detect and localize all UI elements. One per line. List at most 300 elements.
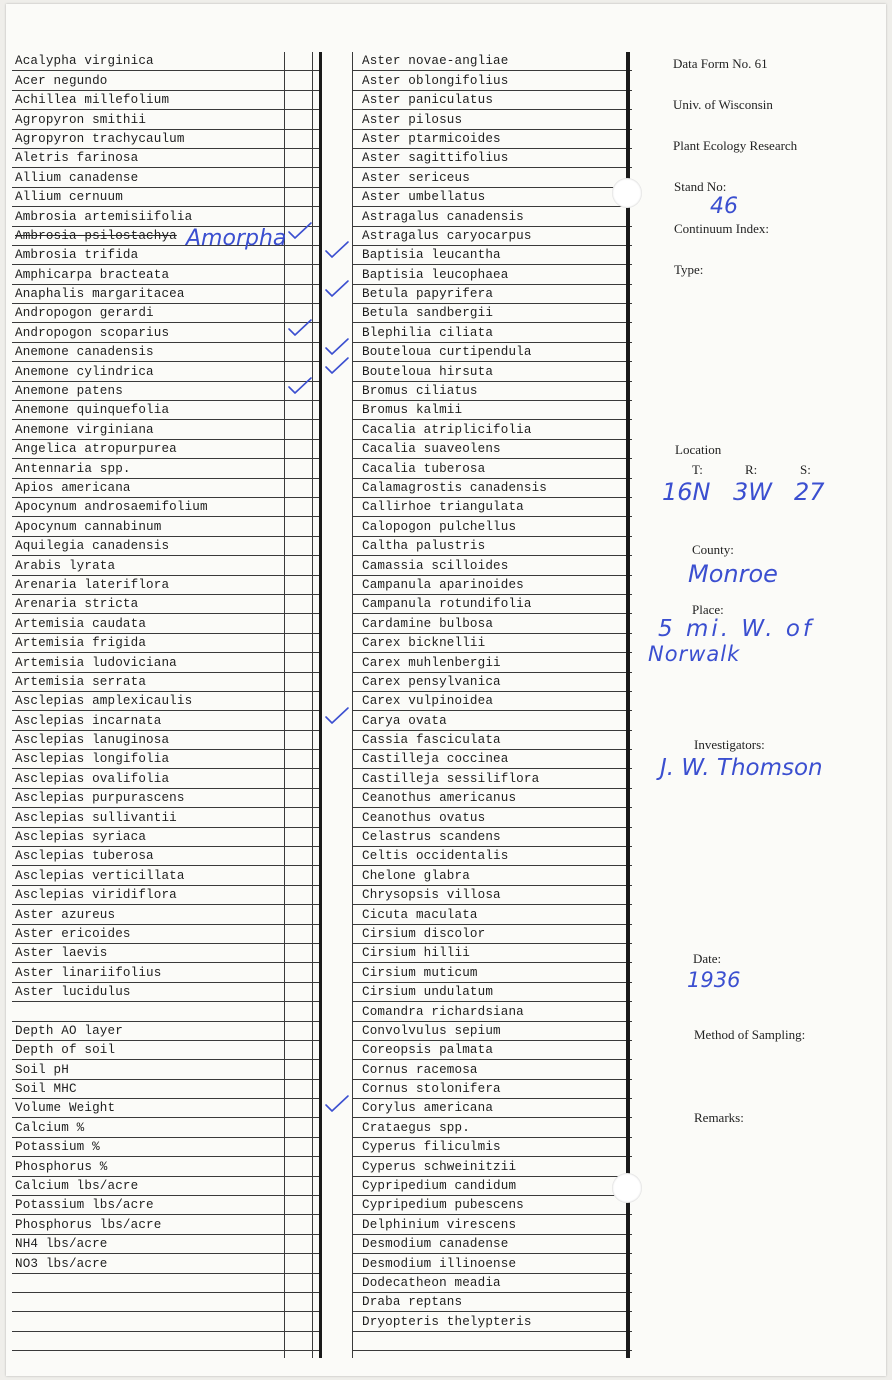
right-species-row: [352, 1060, 632, 1079]
county-value: Monroe: [688, 560, 778, 588]
right-species-row-label: Astragalus caryocarpus: [362, 228, 532, 243]
left-species-row-label: Ambrosia trifida: [15, 248, 139, 263]
left-species-row-label: Depth AO layer: [15, 1023, 123, 1038]
left-species-row-label: Asclepias incarnata: [15, 713, 162, 728]
right-species-row: [352, 1022, 632, 1041]
right-species-row: [352, 614, 632, 633]
left-species-row-label: Phosphorus %: [15, 1159, 108, 1174]
place-label: Place:: [692, 602, 724, 617]
left-species-row: [12, 285, 322, 304]
right-check-mark: [324, 356, 350, 376]
right-species-row-label: Delphinium virescens: [362, 1217, 517, 1232]
data-form-sheet: [6, 4, 886, 1376]
right-species-row-label: Carya ovata: [362, 713, 447, 728]
right-species-row-label: Campanula aparinoides: [362, 577, 524, 592]
right-species-row-label: Cornus racemosa: [362, 1062, 478, 1077]
right-species-row: [352, 866, 632, 885]
right-species-row-label: Calamagrostis canadensis: [362, 480, 547, 495]
right-species-row: [352, 1274, 632, 1293]
left-species-row-label: Aster linariifolius: [15, 965, 162, 980]
right-species-row-label: Calopogon pulchellus: [362, 519, 517, 534]
left-species-row-label: Asclepias lanuginosa: [15, 733, 170, 748]
right-species-row: [352, 828, 632, 847]
right-species-row: [352, 304, 632, 323]
right-species-row: [352, 1118, 632, 1137]
left-species-row-label: Agropyron smithii: [15, 112, 147, 127]
right-species-row-label: Aster paniculatus: [362, 93, 494, 108]
right-tally-line: [352, 52, 353, 1358]
left-species-row: [12, 1099, 322, 1118]
left-check-mark: [287, 318, 313, 338]
right-species-row-label: Bouteloua curtipendula: [362, 345, 532, 360]
left-species-row-label: Arenaria stricta: [15, 597, 139, 612]
right-check-mark: [324, 240, 350, 260]
right-species-row-label: Chrysopsis villosa: [362, 888, 501, 903]
right-check-mark: [324, 279, 350, 299]
t-label: T:: [692, 462, 703, 477]
left-species-row-label: NH4 lbs/acre: [15, 1237, 108, 1252]
right-species-row-label: Cirsium muticum: [362, 965, 478, 980]
left-species-row: [12, 1196, 322, 1215]
left-species-row: [12, 498, 322, 517]
left-species-row-label: Anemone canadensis: [15, 345, 154, 360]
right-species-row: [352, 634, 632, 653]
right-species-row-label: Aster umbellatus: [362, 190, 486, 205]
left-species-row: [12, 576, 322, 595]
left-species-row-label: Antennaria spp.: [15, 461, 131, 476]
left-species-row-label: Agropyron trachycaulum: [15, 131, 185, 146]
right-species-row: [352, 227, 632, 246]
stand-no-value: 46: [710, 194, 738, 219]
left-species-row: [12, 1215, 322, 1234]
right-species-row-label: Corylus americana: [362, 1101, 494, 1116]
left-species-row-label: NO3 lbs/acre: [15, 1256, 108, 1271]
right-species-row-label: Caltha palustris: [362, 539, 486, 554]
left-species-row: [12, 382, 322, 401]
left-species-row: [12, 1332, 322, 1351]
left-species-row-label: Potassium %: [15, 1140, 100, 1155]
right-species-row: [352, 440, 632, 459]
right-species-row: [352, 1041, 632, 1060]
method-of-sampling-label: Method of Sampling:: [694, 1027, 806, 1042]
right-species-row-label: Desmodium illinoense: [362, 1256, 517, 1271]
left-species-row: [12, 983, 322, 1002]
left-species-row: [12, 925, 322, 944]
right-species-column: [352, 52, 632, 1358]
range-value: 3W: [733, 478, 772, 506]
right-species-row: [352, 1235, 632, 1254]
right-species-row-label: Cypripedium pubescens: [362, 1198, 524, 1213]
right-species-row: [352, 1099, 632, 1118]
right-check-mark: [324, 1094, 350, 1114]
left-species-row: [12, 91, 322, 110]
left-species-row: [12, 207, 322, 226]
left-species-row: [12, 905, 322, 924]
left-species-row: [12, 750, 322, 769]
right-species-row-label: Cicuta maculata: [362, 907, 478, 922]
left-species-row-label: Artemisia serrata: [15, 674, 147, 689]
right-species-row: [352, 1215, 632, 1234]
right-species-row: [352, 91, 632, 110]
right-species-row: [352, 382, 632, 401]
s-label: S:: [800, 462, 811, 477]
location-label: Location: [675, 442, 722, 457]
right-species-row: [352, 130, 632, 149]
right-species-row-label: Draba reptans: [362, 1295, 463, 1310]
left-species-row: [12, 479, 322, 498]
left-species-row-label: Soil MHC: [15, 1082, 77, 1097]
left-species-row: [12, 362, 322, 381]
right-species-row-label: Cirsium discolor: [362, 926, 486, 941]
right-species-row-label: Baptisia leucantha: [362, 248, 501, 263]
left-species-row: [12, 130, 322, 149]
right-species-row-label: Cacalia suaveolens: [362, 442, 501, 457]
right-species-row-label: Desmodium canadense: [362, 1237, 509, 1252]
left-species-row-label: Aster ericoides: [15, 926, 131, 941]
left-species-row: [12, 731, 322, 750]
right-species-row: [352, 110, 632, 129]
right-species-row-label: Blephilia ciliata: [362, 325, 494, 340]
place-value-line2: Norwalk: [648, 642, 741, 666]
right-species-row: [352, 323, 632, 342]
r-label: R:: [745, 462, 758, 477]
right-species-row: [352, 983, 632, 1002]
left-species-row-label: Ambrosia psilostachya: [15, 228, 177, 243]
right-species-row-label: Cypripedium candidum: [362, 1179, 517, 1194]
left-species-row-label: Artemisia frigida: [15, 636, 147, 651]
left-species-row-label: Apocynum androsaemifolium: [15, 500, 208, 515]
right-species-row: [352, 188, 632, 207]
left-species-row-label: Aquilegia canadensis: [15, 539, 170, 554]
left-species-row: [12, 1177, 322, 1196]
right-species-row: [352, 459, 632, 478]
left-species-row-label: Aster lucidulus: [15, 985, 131, 1000]
right-species-row: [352, 769, 632, 788]
right-species-row-label: Aster oblongifolius: [362, 73, 509, 88]
left-species-row: [12, 634, 322, 653]
data-form-number: Data Form No. 61: [673, 56, 768, 71]
left-species-row: [12, 789, 322, 808]
right-species-row-label: Celtis occidentalis: [362, 849, 509, 864]
right-species-row: [352, 498, 632, 517]
right-species-row: [352, 1002, 632, 1021]
right-species-row: [352, 1312, 632, 1331]
right-species-row: [352, 362, 632, 381]
left-species-row-label: Asclepias purpurascens: [15, 791, 185, 806]
left-species-row: [12, 168, 322, 187]
place-value-line1: 5 mi. W. of: [658, 616, 815, 642]
left-species-row-label: Asclepias viridiflora: [15, 888, 177, 903]
investigators-label: Investigators:: [694, 737, 765, 752]
left-tally-line-2: [312, 52, 313, 1358]
right-species-row: [352, 479, 632, 498]
left-species-row-label: Allium cernuum: [15, 190, 123, 205]
left-species-row-label: Phosphorus lbs/acre: [15, 1217, 162, 1232]
right-species-row: [352, 246, 632, 265]
left-species-row: [12, 149, 322, 168]
left-species-row-label: Depth of soil: [15, 1043, 116, 1058]
right-species-row-label: Aster sericeus: [362, 170, 470, 185]
right-species-row: [352, 517, 632, 536]
left-species-row-label: Calcium lbs/acre: [15, 1179, 139, 1194]
left-species-row: [12, 459, 322, 478]
right-species-row: [352, 847, 632, 866]
right-check-mark: [324, 706, 350, 726]
date-label: Date:: [693, 951, 722, 966]
left-species-row-label: Arabis lyrata: [15, 558, 116, 573]
right-species-row: [352, 420, 632, 439]
left-species-row: [12, 653, 322, 672]
left-species-row-label: Allium canadense: [15, 170, 139, 185]
right-species-row: [352, 1080, 632, 1099]
right-check-mark: [324, 337, 350, 357]
left-species-row: [12, 1312, 322, 1331]
continuum-index-label: Continuum Index:: [674, 221, 769, 236]
section-value: 27: [794, 478, 825, 506]
right-species-row-label: Comandra richardsiana: [362, 1004, 524, 1019]
left-species-row: [12, 1254, 322, 1273]
left-species-row-label: Asclepias sullivantii: [15, 810, 177, 825]
left-species-row: [12, 1293, 322, 1312]
left-species-row: [12, 71, 322, 90]
right-species-row-label: Campanula rotundifolia: [362, 597, 532, 612]
right-species-row: [352, 1157, 632, 1176]
right-species-row-label: Cassia fasciculata: [362, 733, 501, 748]
left-species-row: [12, 1235, 322, 1254]
left-species-row-label: Potassium lbs/acre: [15, 1198, 154, 1213]
left-species-row-label: Artemisia ludoviciana: [15, 655, 177, 670]
right-species-row-label: Celastrus scandens: [362, 830, 501, 845]
right-species-row-label: Cirsium undulatum: [362, 985, 494, 1000]
binder-hole-bottom: [612, 1173, 642, 1203]
right-species-row-label: Cacalia tuberosa: [362, 461, 486, 476]
right-species-row: [352, 653, 632, 672]
left-species-row: [12, 1060, 322, 1079]
right-species-row-label: Carex muhlenbergii: [362, 655, 501, 670]
research-title: Plant Ecology Research: [673, 138, 798, 153]
left-check-mark: [287, 221, 313, 241]
left-species-row-label: Arenaria lateriflora: [15, 577, 170, 592]
right-species-row-label: Carex bicknellii: [362, 636, 486, 651]
right-species-row: [352, 556, 632, 575]
left-species-row: [12, 769, 322, 788]
right-species-row: [352, 1196, 632, 1215]
date-value: 1936: [687, 968, 741, 992]
right-species-row-label: Castilleja sessiliflora: [362, 771, 540, 786]
right-species-row: [352, 789, 632, 808]
left-species-row: [12, 517, 322, 536]
right-species-row-label: Chelone glabra: [362, 868, 470, 883]
left-species-row-label: Anemone patens: [15, 384, 123, 399]
left-species-row-label: Volume Weight: [15, 1101, 116, 1116]
right-species-row: [352, 673, 632, 692]
left-species-row-label: Apocynum cannabinum: [15, 519, 162, 534]
right-species-row: [352, 168, 632, 187]
left-species-row-label: Apios americana: [15, 480, 131, 495]
left-species-row-label: Anaphalis margaritacea: [15, 287, 185, 302]
left-species-row: [12, 110, 322, 129]
right-species-row-label: Betula sandbergii: [362, 306, 494, 321]
left-species-row-label: Soil pH: [15, 1062, 69, 1077]
left-species-row: [12, 401, 322, 420]
right-border-line: [626, 52, 630, 1358]
left-species-row: [12, 944, 322, 963]
left-species-row: [12, 1022, 322, 1041]
investigators-value: J. W. Thomson: [660, 755, 823, 781]
left-species-row: [12, 440, 322, 459]
left-species-row: [12, 343, 322, 362]
right-species-row-label: Cirsium hillii: [362, 946, 470, 961]
right-species-row-label: Bouteloua hirsuta: [362, 364, 494, 379]
right-species-row: [352, 71, 632, 90]
right-species-row-label: Aster novae-angliae: [362, 54, 509, 69]
left-species-row-label: Artemisia caudata: [15, 616, 147, 631]
left-species-row-label: Anemone cylindrica: [15, 364, 154, 379]
left-species-row: [12, 828, 322, 847]
left-species-row: [12, 1080, 322, 1099]
left-species-row: [12, 265, 322, 284]
right-species-row: [352, 944, 632, 963]
left-species-row-label: Anemone quinquefolia: [15, 403, 170, 418]
right-species-row-label: Aster ptarmicoides: [362, 131, 501, 146]
left-species-row: [12, 886, 322, 905]
left-species-row-label: Asclepias amplexicaulis: [15, 694, 193, 709]
right-species-row-label: Camassia scilloides: [362, 558, 509, 573]
left-species-row-label: Angelica atropurpurea: [15, 442, 177, 457]
left-species-row-label: Aster azureus: [15, 907, 116, 922]
right-species-row-label: Cornus stolonifera: [362, 1082, 501, 1097]
right-species-row-label: Cardamine bulbosa: [362, 616, 494, 631]
right-species-row-label: Betula papyrifera: [362, 287, 494, 302]
right-species-row-label: Carex pensylvanica: [362, 674, 501, 689]
left-species-row-label: Asclepias verticillata: [15, 868, 185, 883]
right-species-row-label: Callirhoe triangulata: [362, 500, 524, 515]
left-species-row: [12, 1002, 322, 1021]
right-species-row: [352, 1138, 632, 1157]
right-species-row: [352, 285, 632, 304]
left-species-row: [12, 673, 322, 692]
left-species-row: [12, 556, 322, 575]
binder-hole-top: [612, 178, 642, 208]
right-species-row: [352, 595, 632, 614]
left-species-row-label: Aletris farinosa: [15, 151, 139, 166]
right-species-row-label: Castilleja coccinea: [362, 752, 509, 767]
right-species-row: [352, 149, 632, 168]
left-species-row-label: Acer negundo: [15, 73, 108, 88]
left-species-row: [12, 420, 322, 439]
left-species-row: [12, 866, 322, 885]
left-species-row-label: Andropogon gerardi: [15, 306, 154, 321]
right-species-row: [352, 343, 632, 362]
right-species-row: [352, 52, 632, 71]
left-check-mark: [287, 376, 313, 396]
amorpha-handwritten: Amorpha: [186, 226, 287, 251]
right-species-row-label: Dodecatheon meadia: [362, 1276, 501, 1290]
left-species-row: [12, 304, 322, 323]
left-species-row-label: Asclepias ovalifolia: [15, 771, 170, 786]
left-species-row-label: Andropogon scoparius: [15, 325, 170, 340]
right-species-row-label: Coreopsis palmata: [362, 1043, 494, 1058]
right-species-row-label: Bromus ciliatus: [362, 384, 478, 399]
left-species-row-label: Aster laevis: [15, 946, 108, 961]
left-species-row: [12, 1118, 322, 1137]
left-species-row: [12, 963, 322, 982]
right-species-row: [352, 1293, 632, 1312]
left-species-row: [12, 52, 322, 71]
right-species-row: [352, 750, 632, 769]
right-species-row: [352, 1254, 632, 1273]
right-species-row-label: Astragalus canadensis: [362, 209, 524, 224]
right-species-row: [352, 905, 632, 924]
right-species-row-label: Cacalia atriplicifolia: [362, 422, 532, 437]
left-species-row: [12, 614, 322, 633]
center-divider-line: [319, 52, 322, 1358]
left-species-row-label: Acalypha virginica: [15, 54, 154, 69]
right-species-row-label: Baptisia leucophaea: [362, 267, 509, 282]
stand-no-label: Stand No:: [674, 179, 727, 194]
left-species-row-label: Anemone virginiana: [15, 422, 154, 437]
right-species-row: [352, 731, 632, 750]
right-species-row-label: Convolvulus sepium: [362, 1023, 501, 1038]
left-species-row-label: Asclepias syriaca: [15, 830, 147, 845]
right-species-row: [352, 808, 632, 827]
left-species-row: [12, 808, 322, 827]
left-species-row: [12, 847, 322, 866]
right-species-row: [352, 925, 632, 944]
left-species-row: [12, 692, 322, 711]
right-species-row-label: Carex vulpinoidea: [362, 694, 494, 709]
right-species-row-label: Dryopteris thelypteris: [362, 1314, 532, 1329]
left-species-row: [12, 595, 322, 614]
right-species-row: [352, 886, 632, 905]
remarks-label: Remarks:: [694, 1110, 744, 1125]
university-name: Univ. of Wisconsin: [673, 97, 773, 112]
right-species-row: [352, 401, 632, 420]
left-species-row: [12, 323, 322, 342]
left-species-row: [12, 188, 322, 207]
right-species-row-label: Bromus kalmii: [362, 403, 463, 418]
right-species-row-label: Ceanothus americanus: [362, 791, 517, 806]
left-species-row-label: Asclepias tuberosa: [15, 849, 154, 864]
left-species-row: [12, 1041, 322, 1060]
left-species-row-label: Amphicarpa bracteata: [15, 267, 170, 282]
county-label: County:: [692, 542, 734, 557]
left-species-row-label: Ambrosia artemisiifolia: [15, 209, 193, 224]
township-value: 16N: [662, 478, 711, 506]
right-species-row: [352, 207, 632, 226]
right-species-row: [352, 576, 632, 595]
right-species-row-label: Aster sagittifolius: [362, 151, 509, 166]
left-species-row: [12, 711, 322, 730]
left-species-row: [12, 1157, 322, 1176]
right-species-row-label: Crataegus spp.: [362, 1120, 470, 1135]
right-species-row-label: Ceanothus ovatus: [362, 810, 486, 825]
right-species-row: [352, 1332, 632, 1351]
left-species-row: [12, 1138, 322, 1157]
left-species-row-label: Achillea millefolium: [15, 93, 170, 108]
right-species-row: [352, 711, 632, 730]
right-species-row: [352, 537, 632, 556]
type-label: Type:: [674, 262, 704, 277]
right-species-row: [352, 692, 632, 711]
left-species-row-label: Asclepias longifolia: [15, 752, 170, 767]
right-species-row-label: Aster pilosus: [362, 112, 463, 127]
right-species-row: [352, 963, 632, 982]
left-species-row: [12, 537, 322, 556]
left-species-row-label: Calcium %: [15, 1120, 85, 1135]
right-species-row: [352, 265, 632, 284]
right-species-row-label: Cyperus filiculmis: [362, 1140, 501, 1155]
